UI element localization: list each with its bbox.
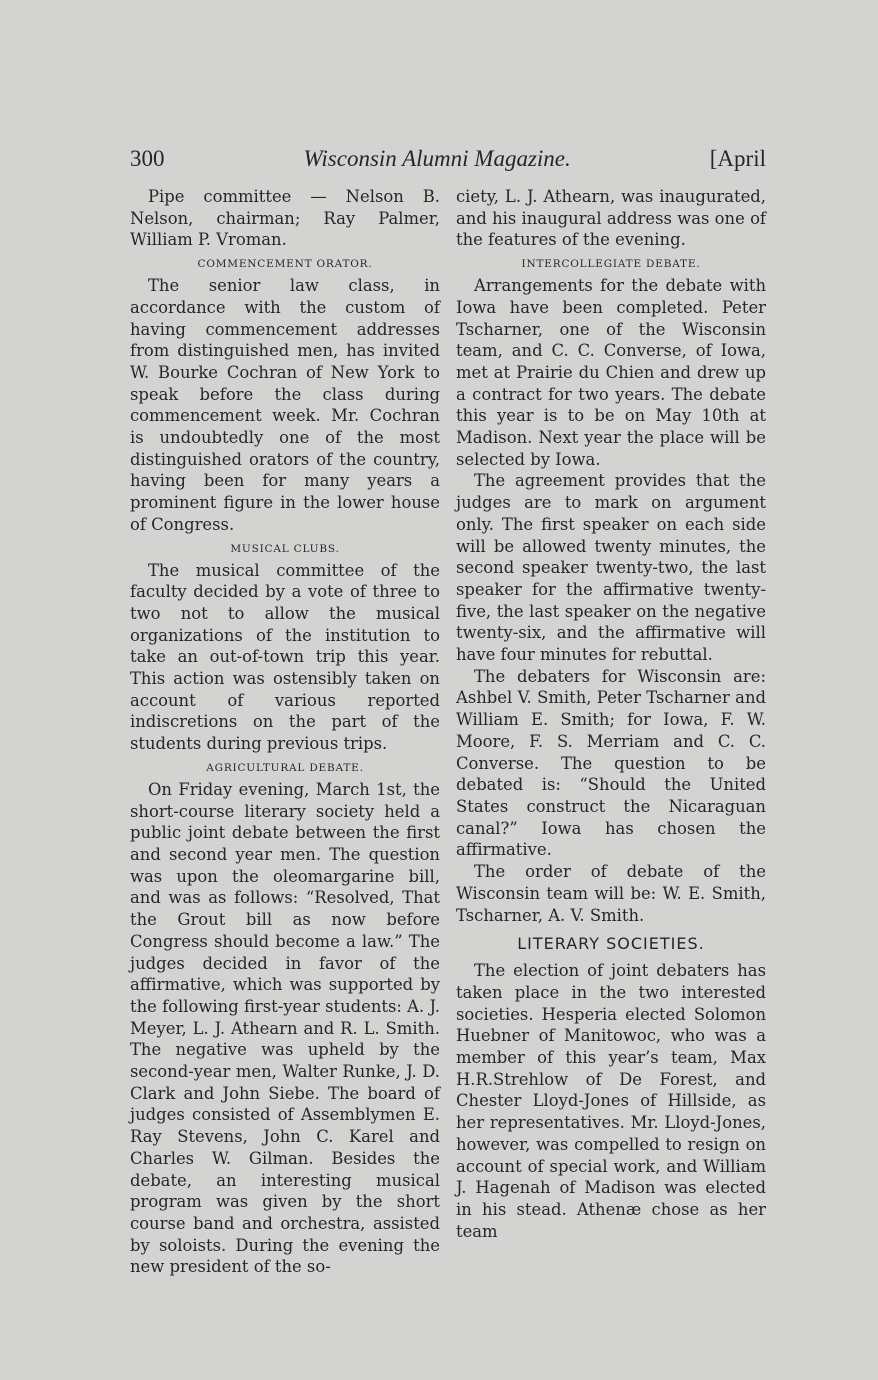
magazine-page [130, 146, 766, 1278]
journal-title: Wisconsin Alumni Magazine. [303, 146, 571, 171]
left-column [130, 186, 440, 1278]
page-number: 300 [130, 146, 165, 171]
musical-clubs-heading: MUSICAL CLUBS. [230, 542, 340, 555]
literary-societies-paragraph: The election of joint debaters has taken place in the two interested societies. Hesperia elected Solomon Huebner of Manitowoc, who was a member of this year’s team, Max H.R.Strehlow of De Forest, and Chester Lloyd-Jones of Hillside, as her representatives. Mr. Lloyd-Jones, however, was compelled to resign on account of special work, and William J. Hagenah of Madison was elected in his stead. Athenæ chose as her team [456, 961, 766, 1241]
right-column [456, 186, 766, 1278]
musical-clubs-paragraph: The musical committee of the faculty decided by a vote of three to two not to allow the musical organizations of the institution to take an out-of-town trip this year. This action was ostensibly taken on account of various reported indiscretions on the part of the students during previous trips. [130, 560, 440, 754]
commencement-orator-heading: COMMENCEMENT ORATOR. [197, 258, 373, 271]
debaters-paragraph: The debaters for Wisconsin are: Ashbel V. Smith, Peter Tscharner and William E. Smith; for Iowa, F. W. Moore, F. S. Merriam and C. C. Converse. The question to be debated is: “Should the United States construct the Nicaraguan canal?” Iowa has chosen the affirmative. [456, 666, 766, 860]
intercollegiate-debate-heading: INTERCOLLEGIATE DEBATE. [521, 258, 701, 271]
agreement-paragraph: The agreement provides that the judges are to mark on argument only. The first speaker on each side will be allowed twenty minutes, the second speaker twenty-two, the last speaker for the affirmative twenty-five, the last speaker on the negative twenty-six, and the affirmative will have four minutes for rebuttal. [456, 471, 766, 665]
article-columns [130, 186, 766, 1278]
agricultural-debate-heading: AGRICULTURAL DEBATE. [206, 761, 364, 774]
literary-societies-heading: LITERARY SOCIETIES. [517, 934, 705, 954]
continued-paragraph: ciety, L. J. Athearn, was inaugurated, and his inaugural address was one of the features of the evening. [456, 187, 766, 250]
issue-month: [April [709, 146, 766, 171]
debate-order-paragraph: The order of debate of the Wisconsin team will be: W. E. Smith, Tscharner, A. V. Smith. [456, 862, 766, 925]
page-header [130, 146, 766, 172]
agricultural-debate-paragraph: On Friday evening, March 1st, the short-course literary society held a public joint debate between the first and second year men. The question was upon the oleomargarine bill, and was as follows: “Resolved, That the Grout bill as now before Congress should become a law.” The judges decided in favor of the affirmative, which was supported by the following first-year students: A. J. Meyer, L. J. Athearn and R. L. Smith. The negative was upheld by the second-year men, Walter Runke, J. D. Clark and John Siebe. The board of judges consisted of Assemblymen E. Ray Stevens, John C. Karel and Charles W. Gilman. Besides the debate, an interesting musical program was given by the short course band and orchestra, assisted by soloists. During the evening the new president of the so- [130, 779, 440, 1277]
arrangements-paragraph: Arrangements for the debate with Iowa have been completed. Peter Tscharner, one of the Wisconsin team, and C. C. Converse, of Iowa, met at Prairie du Chien and drew up a contract for two years. The debate this year is to be on May 10th at Madison. Next year the place will be selected by Iowa. [456, 276, 766, 469]
commencement-orator-paragraph: The senior law class, in accordance with the custom of having commencement addresses from distinguished men, has invited W. Bourke Cochran of New York to speak before the class during commencement week. Mr. Cochran is undoubtedly one of the most distinguished orators of the country, having been for many years a prominent figure in the lower house of Congress. [130, 276, 440, 534]
pipe-committee-paragraph: Pipe committee — Nelson B. Nelson, chairman; Ray Palmer, William P. Vroman. [130, 187, 440, 250]
